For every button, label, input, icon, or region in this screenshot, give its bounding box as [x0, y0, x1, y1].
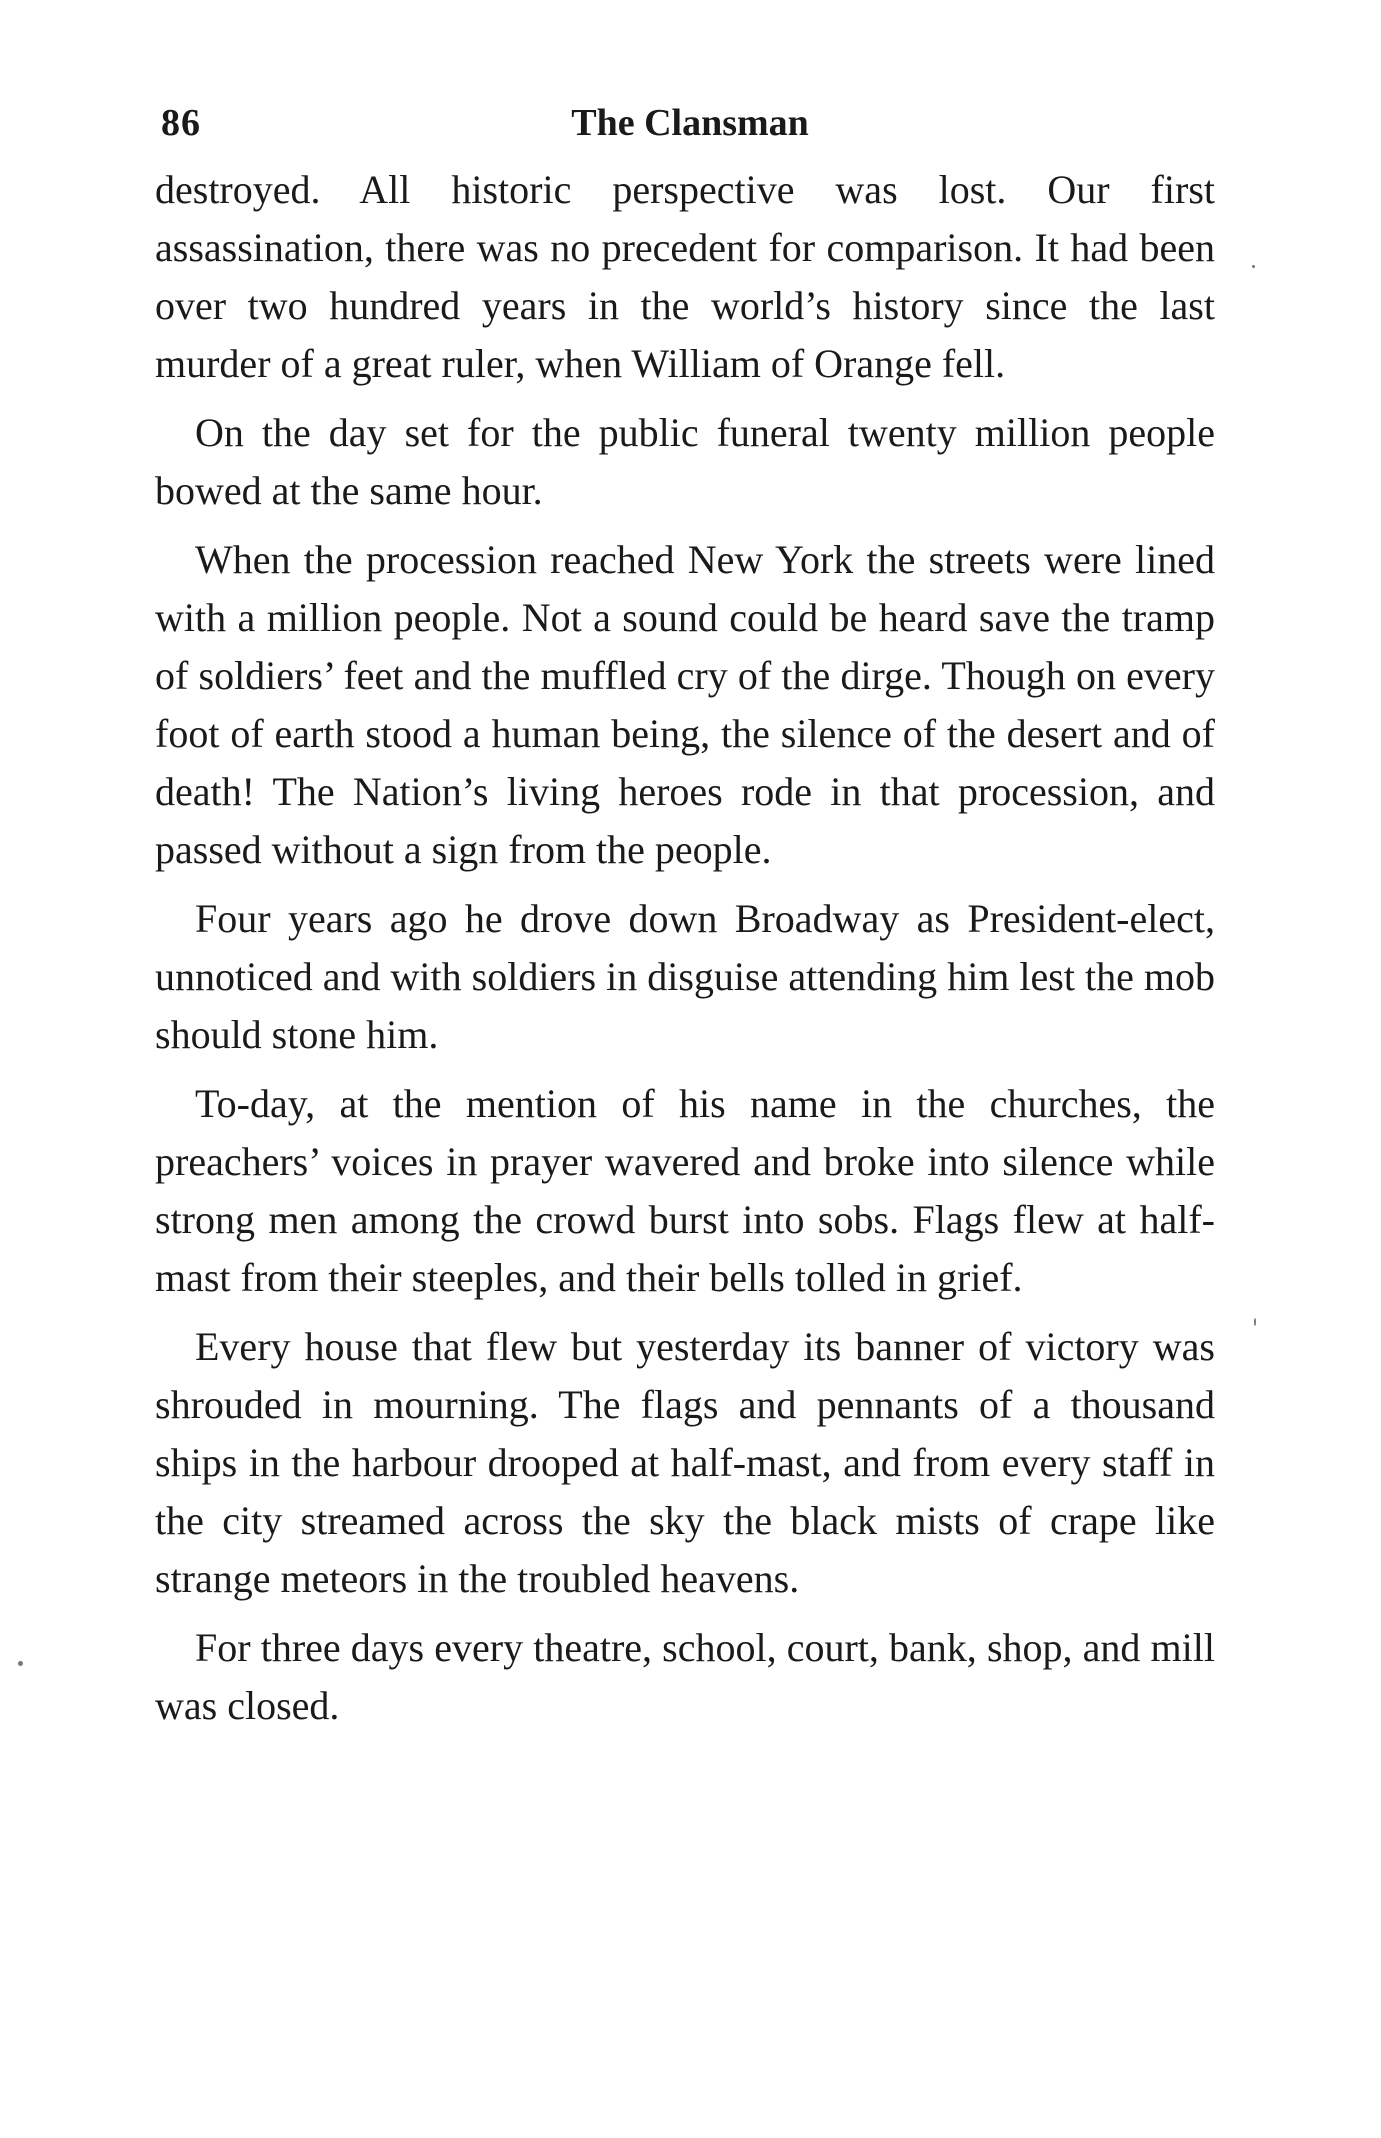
scan-speck [1252, 265, 1255, 268]
running-title: The Clansman [571, 102, 809, 144]
scan-speck [18, 1661, 23, 1666]
paragraph-churches: To-day, at the mention of his name in the churches, the preachers’ voices in prayer wavered and broke into silence while strong men among the crowd burst into sobs. Flags flew at half-mast from their steeples, and their bells tolled in grief. [155, 1081, 1215, 1300]
running-head [155, 95, 1215, 155]
paragraph-mourning: Every house that flew but yesterday its banner of victory was shrouded in mourning. The flags and pennants of a thousand ships in the harbour drooped at half-mast, and from every staff in the city streamed across the sky the black mists of crape like strange meteors in the troubled heavens. [155, 1324, 1215, 1601]
paragraph-funeral-day: On the day set for the public funeral twenty million people bowed at the same hour. [155, 410, 1215, 513]
page-number: 86 [161, 102, 201, 144]
paragraph-continued: destroyed. All historic perspective was lost. Our first assassination, there was no precedent for comparison. It had been over two hundred years in the world’s history since the last murder of a great ruler, when William of Orange fell. [155, 167, 1215, 386]
body-text [155, 161, 1215, 1735]
paragraph-broadway: Four years ago he drove down Broadway as President-elect, unnoticed and with soldiers in disguise attending him lest the mob should stone him. [155, 896, 1215, 1057]
scan-speck [1254, 1318, 1256, 1326]
page-content [155, 95, 1215, 1746]
paragraph-procession: When the procession reached New York the streets were lined with a million people. Not a sound could be heard save the tramp of soldiers’ feet and the muffled cry of the dirge. Though on every foot of earth stood a human being, the silence of the desert and of death! The Nation’s living heroes rode in that procession, and passed without a sign from the people. [155, 537, 1215, 872]
paragraph-closed: For three days every theatre, school, court, bank, shop, and mill was closed. [155, 1625, 1215, 1728]
